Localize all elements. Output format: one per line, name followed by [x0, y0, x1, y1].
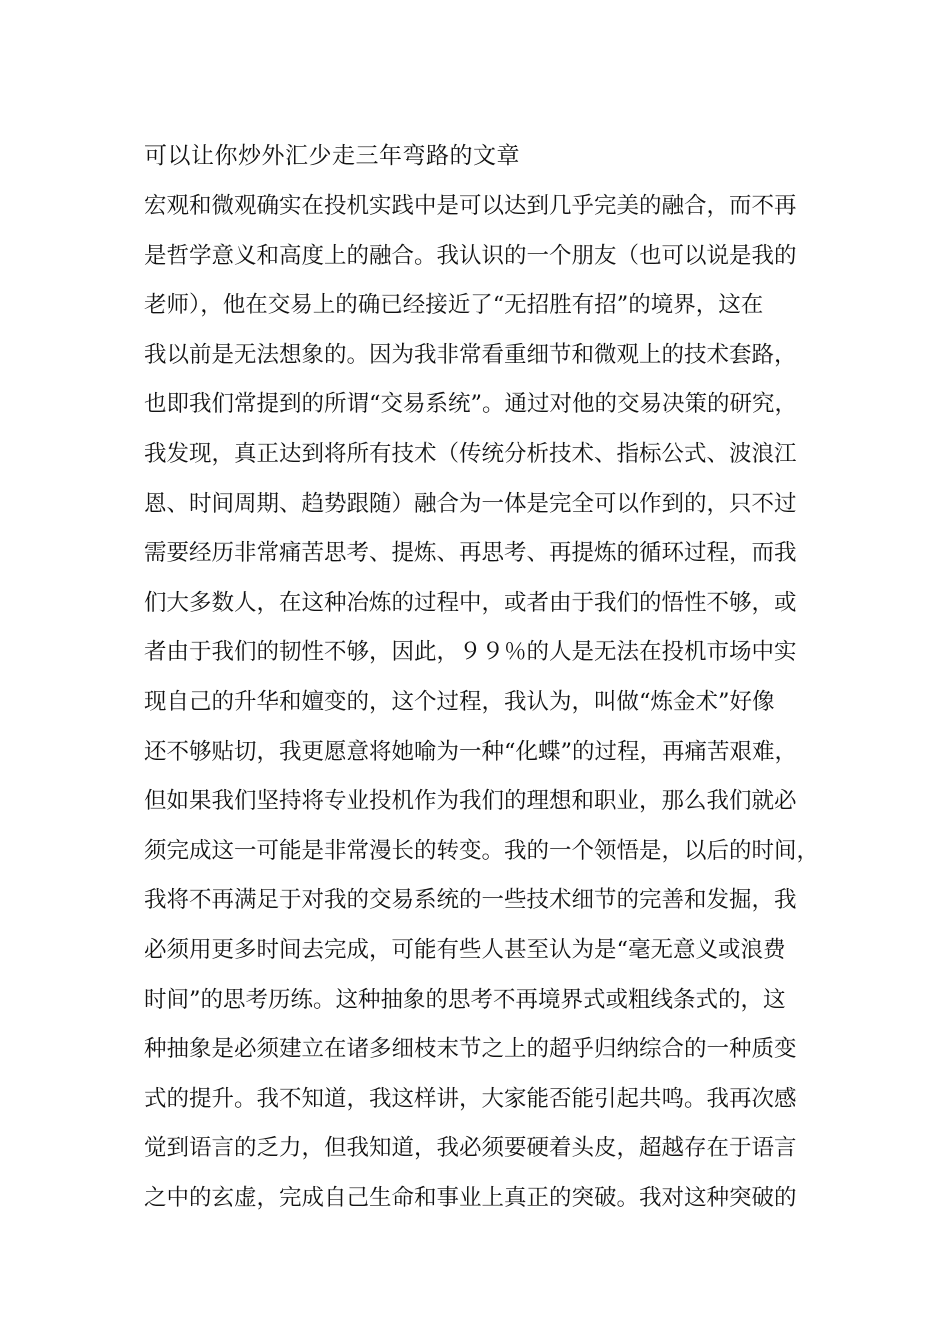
body-line: 者由于我们的韧性不够，因此，９９％的人是无法在投机市场中实 — [144, 639, 797, 666]
body-line: 须完成这一可能是非常漫长的转变。我的一个领悟是，以后的时间， — [144, 837, 820, 864]
body-line: 老师），他在交易上的确已经接近了“无招胜有招”的境界，这在 — [144, 292, 764, 319]
body-line: 必须用更多时间去完成，可能有些人甚至认为是“毫无意义或浪费 — [144, 936, 786, 963]
body-line: 我以前是无法想象的。因为我非常看重细节和微观上的技术套路， — [144, 341, 797, 368]
body-line: 需要经历非常痛苦思考、提炼、再思考、再提炼的循环过程，而我 — [144, 540, 797, 567]
body-line: 我发现，真正达到将所有技术（传统分析技术、指标公式、波浪江 — [144, 440, 797, 467]
body-line: 宏观和微观确实在投机实践中是可以达到几乎完美的融合，而不再 — [144, 193, 797, 219]
document-title: 可以让你炒外汇少走三年弯路的文章 — [144, 143, 520, 169]
body-line: 还不够贴切，我更愿意将她喻为一种“化蝶”的过程，再痛苦艰难， — [144, 738, 798, 765]
body-line: 恩、时间周期、趋势跟随）融合为一体是完全可以作到的，只不过 — [144, 490, 797, 517]
body-line: 时间”的思考历练。这种抽象的思考不再境界式或粗线条式的，这 — [144, 986, 786, 1013]
body-line: 现自己的升华和嬗变的，这个过程，我认为，叫做“炼金术”好像 — [144, 688, 775, 715]
body-line: 式的提升。我不知道，我这样讲，大家能否能引起共鸣。我再次感 — [144, 1085, 797, 1112]
body-line: 觉到语言的乏力，但我知道，我必须要硬着头皮，超越存在于语言 — [144, 1135, 797, 1162]
body-line: 我将不再满足于对我的交易系统的一些技术细节的完善和发掘，我 — [144, 887, 797, 914]
body-line: 之中的玄虚，完成自己生命和事业上真正的突破。我对这种突破的 — [144, 1184, 797, 1211]
body-line: 但如果我们坚持将专业投机作为我们的理想和职业，那么我们就必 — [144, 788, 797, 815]
body-line: 是哲学意义和高度上的融合。我认识的一个朋友（也可以说是我的 — [144, 242, 797, 269]
document-body — [144, 182, 834, 1223]
body-line: 种抽象是必须建立在诸多细枝末节之上的超乎归纳综合的一种质变 — [144, 1036, 797, 1063]
body-line: 也即我们常提到的所谓“交易系统”。通过对他的交易决策的研究， — [144, 391, 798, 418]
body-line: 们大多数人，在这种冶炼的过程中，或者由于我们的悟性不够，或 — [144, 589, 797, 616]
